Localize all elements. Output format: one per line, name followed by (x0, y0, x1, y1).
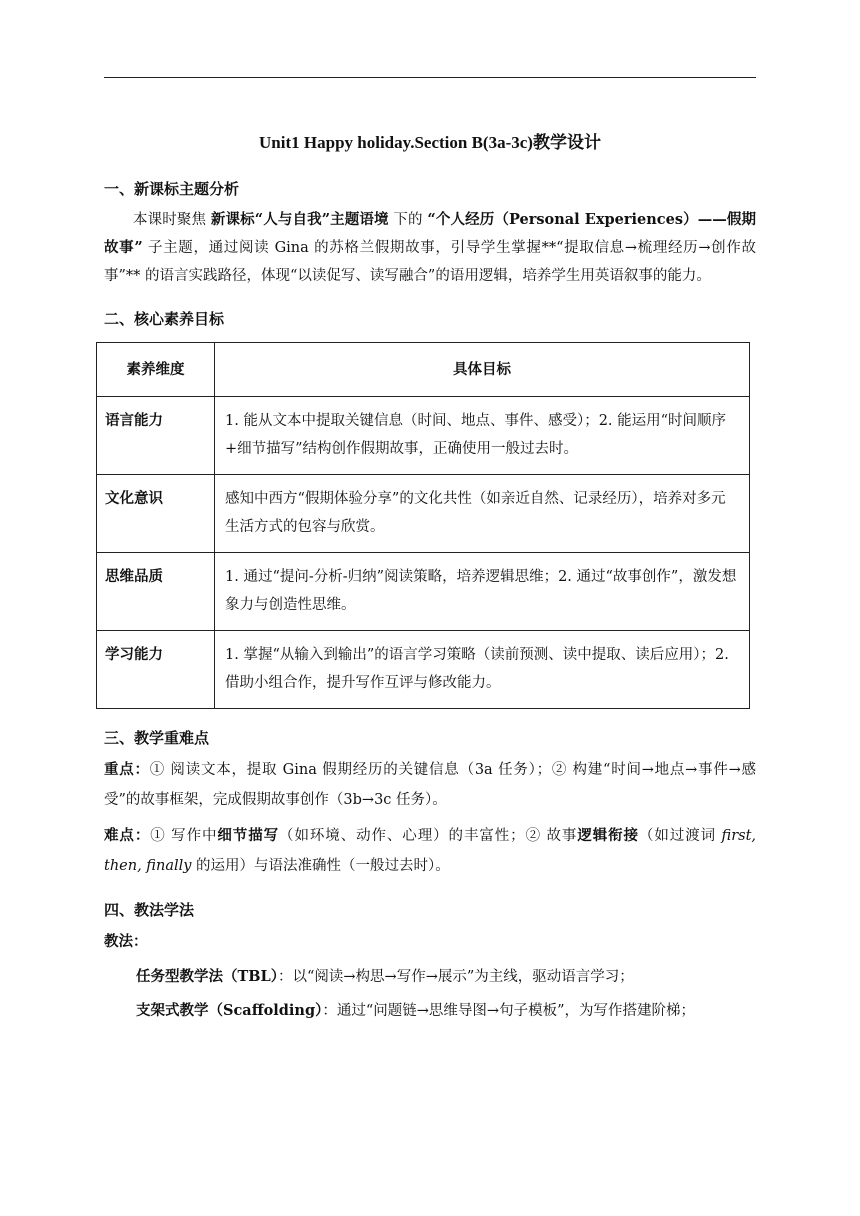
method-name: 任务型教学法（TBL） (136, 968, 278, 985)
theme-paragraph (104, 206, 756, 290)
dimension-cell: 语言能力 (97, 397, 215, 475)
theme-emphasis: 新课标“人与自我”主题语境 (210, 211, 389, 228)
difficulties-label: 难点： (104, 827, 151, 844)
dimension-cell: 学习能力 (97, 631, 215, 709)
theme-text: 下的 (388, 212, 428, 228)
theme-text: 子主题，通过阅读 Gina 的苏格兰假期故事，引导学生掌握**“提取信息→梳理经历→创作故事”** 的语言实践路径，体现“以读促写、读写融合”的语用逻辑，培养学生用英语叙事的能力。 (104, 240, 756, 284)
theme-emphasis: “个人经历（Personal Experiences）——假期故事” (104, 211, 757, 256)
goals-table (96, 342, 750, 709)
key-points-label: 重点： (104, 761, 150, 778)
section-heading-methods: 四、教法学法 (104, 901, 195, 919)
section-heading-key-points: 三、教学重难点 (104, 729, 210, 747)
difficulties-emphasis: 细节描写 (217, 827, 280, 844)
table-row (97, 397, 750, 475)
methods-label: 教法： (104, 933, 148, 950)
section-heading-goals: 二、核心素养目标 (104, 310, 225, 328)
difficulties-text: 的运用）与语法准确性（一般过去时）。 (191, 858, 450, 874)
method-item (104, 963, 756, 991)
table-row (97, 475, 750, 553)
table-row (97, 631, 750, 709)
dimension-cell: 文化意识 (97, 475, 215, 553)
method-description: ：以“阅读→构思→写作→展示”为主线，驱动语言学习； (278, 969, 634, 985)
method-item (104, 997, 756, 1025)
difficulties-text: ① 写作中 (150, 828, 218, 844)
goal-cell: 1. 掌握“从输入到输出”的语言学习策略（读前预测、读中提取、读后应用）；2. 借助小组合作，提升写作互评与修改能力。 (215, 631, 750, 709)
column-header-dimension: 素养维度 (97, 343, 215, 397)
transition-words: first, then, finally (104, 828, 757, 874)
goal-cell: 1. 通过“提问-分析-归纳”阅读策略，培养逻辑思维；2. 通过“故事创作”，激发想象力与创造性思维。 (215, 553, 750, 631)
header-rule (104, 77, 756, 78)
goal-cell: 感知中西方“假期体验分享”的文化共性（如亲近自然、记录经历），培养对多元生活方式的包容与欣赏。 (215, 475, 750, 553)
difficulties-emphasis: 逻辑衔接 (577, 827, 639, 844)
method-name: 支架式教学（Scaffolding） (136, 1002, 323, 1019)
difficulties-text: （如过渡词 (638, 828, 722, 844)
section-heading-theme: 一、新课标主题分析 (104, 180, 240, 198)
difficulties-paragraph (104, 821, 756, 881)
dimension-cell: 思维品质 (97, 553, 215, 631)
goal-cell: 1. 能从文本中提取关键信息（时间、地点、事件、感受）；2. 能运用“时间顺序+细节描写”结构创作假期故事，正确使用一般过去时。 (215, 397, 750, 475)
column-header-goal: 具体目标 (215, 343, 750, 397)
key-points-paragraph (104, 755, 756, 815)
theme-text: 本课时聚焦 (133, 212, 211, 228)
table-row (97, 553, 750, 631)
difficulties-text: （如环境、动作、心理）的丰富性；② 故事 (279, 828, 578, 844)
table-header-row (97, 343, 750, 397)
document-body (104, 178, 756, 1025)
key-points-text: ① 阅读文本，提取 Gina 假期经历的关键信息（3a 任务）；② 构建“时间→地点→事件→感受”的故事框架，完成假期故事创作（3b→3c 任务）。 (104, 762, 757, 808)
document-title: Unit1 Happy holiday.Section B(3a-3c)教学设计 (259, 133, 601, 152)
method-description: ：通过“问题链→思维导图→句子模板”，为写作搭建阶梯； (322, 1003, 695, 1019)
